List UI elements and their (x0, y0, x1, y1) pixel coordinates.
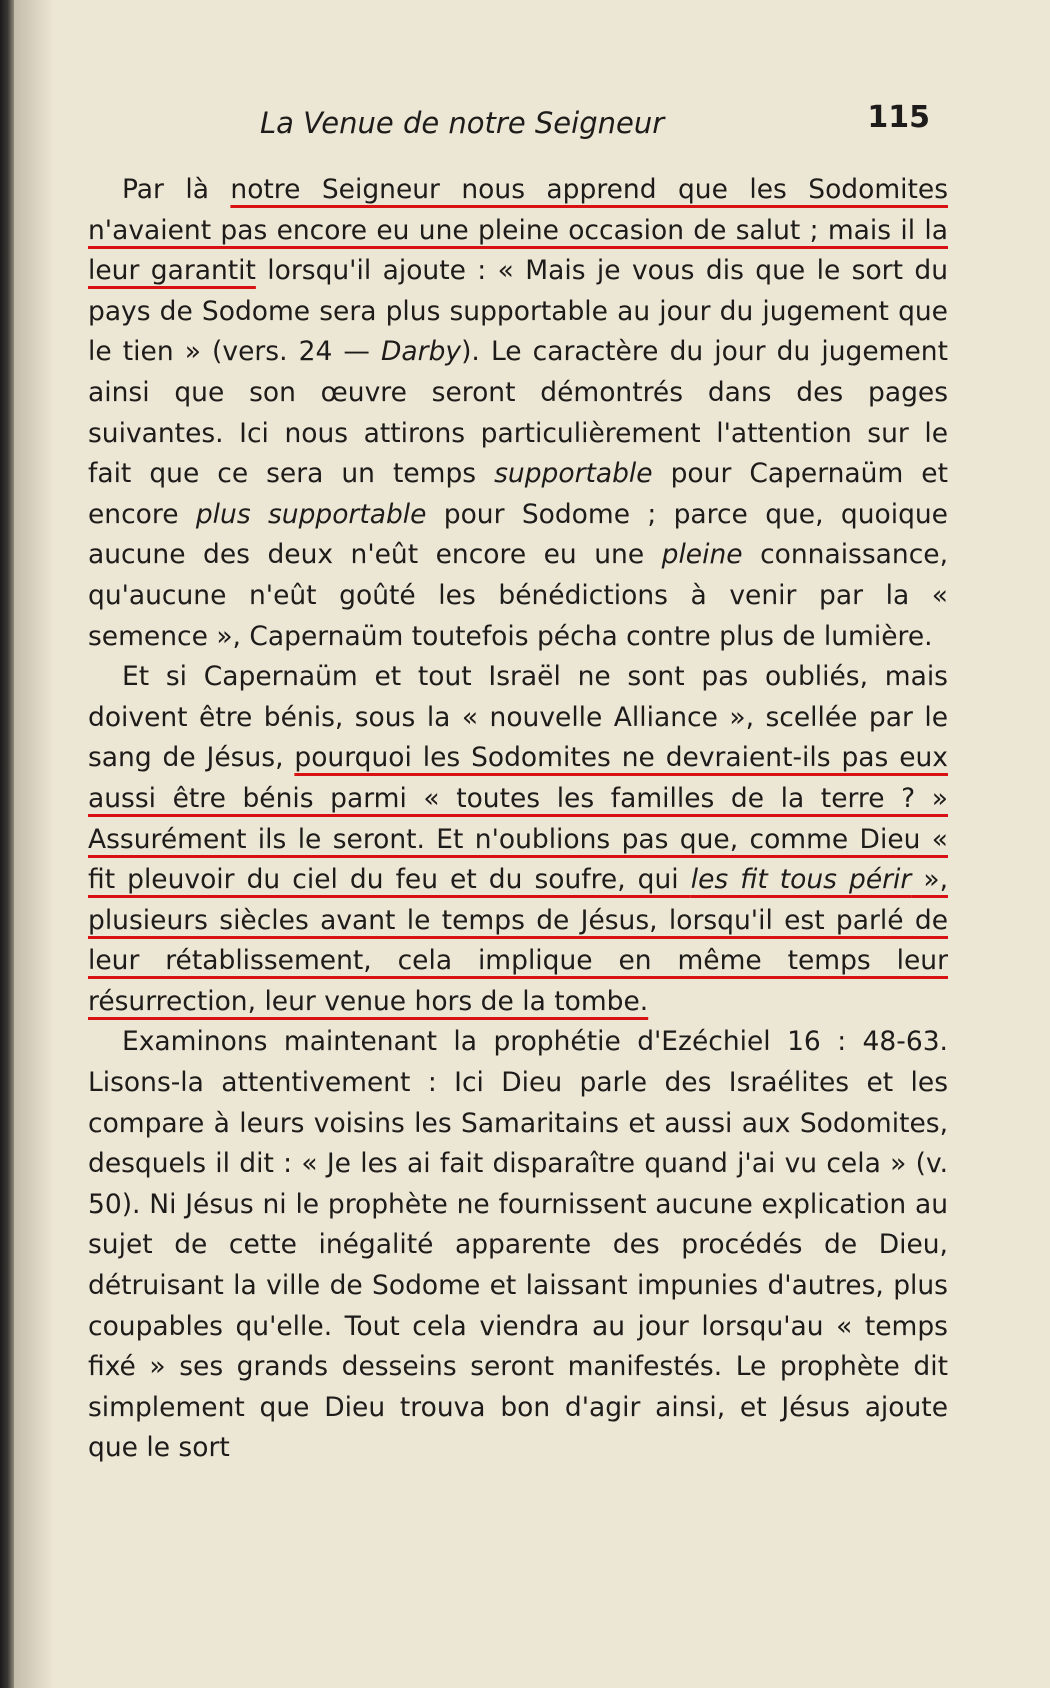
paragraph-2 (88, 657, 948, 1022)
highlighted-text: pourquoi les Sodomites ne devraient-ils pas eux aussi être bénis parmi « toutes les familles de la terre ? » Assurément ils le seront. Et n'oublions pas que, comme Dieu « fit pleuvoir du ciel du feu et du soufre, qui (88, 742, 948, 896)
italic-text: plus supportable (195, 498, 427, 530)
running-title: La Venue de notre Seigneur (260, 106, 665, 140)
page-number: 115 (867, 100, 930, 135)
italic-text: pleine (661, 539, 743, 571)
text-segment: connaissance, qu'aucune n'eût goûté les bénédictions à venir par la « semence », Capernaüm toutefois pécha contre plus de lumière. (88, 539, 949, 652)
body-text (88, 170, 948, 1469)
page-header (260, 100, 930, 148)
highlighted-text: », plusieurs siècles avant le temps de Jésus, lorsqu'il est parlé de leur rétablissement, cela implique en même temps leur résurrection, leur venue hors de la tombe. (88, 864, 948, 1017)
italic-text: Darby (381, 336, 462, 368)
text-segment: pour Sodome ; parce que, quoique aucune des deux n'eût encore eu une (88, 498, 948, 571)
paragraph-1 (88, 170, 948, 657)
paragraph-3 (88, 1022, 948, 1469)
text-segment: Examinons maintenant la prophétie d'Ezéchiel 16 : 48-63. Lisons-la attentivement : Ici Dieu parle des Israélites et les compare à leurs voisins les Samaritains et aussi aux Sodomites, desquels il dit : « Je les ai fait disparaître quand j'ai vu cela » (v. 50). Ni Jésus ni le prophète ne fournissent aucune explication au sujet de cette inégalité apparente des procédés de Dieu, détruisant la ville de Sodome et laissant impunies d'autres, plus coupables qu'elle. Tout cela viendra au jour lorsqu'au « temps fixé » ses grands desseins seront manifestés. Le prophète dit simplement que Dieu trouva bon d'agir ainsi, et Jésus ajoute que le sort (88, 1026, 948, 1464)
text-segment: Et si Capernaüm et tout Israël ne sont pas oubliés, mais doivent être bénis, sous la « nouvelle Alliance », scellée par le sang de Jésus, (88, 661, 948, 774)
text-segment: lorsqu'il ajoute : « Mais je vous dis que le sort du pays de Sodome sera plus supportable au jour du jugement que le tien » (vers. 24 — (88, 255, 948, 368)
italic-text: supportable (494, 458, 653, 490)
text-segment: pour Capernaüm et encore (88, 458, 948, 530)
highlighted-italic-text: les fit tous périr (690, 864, 912, 896)
text-segment: ). Le caractère du jour du jugement ainsi que son œuvre seront démontrés dans des pages suivantes. Ici nous attirons particulièrement l'attention sur le fait que ce sera un temps (88, 336, 948, 490)
highlighted-text: notre Seigneur nous apprend que les Sodomites n'avaient pas encore eu une pleine occasion de salut ; mais il la leur garantit (88, 174, 948, 287)
text-segment: Par là (122, 174, 231, 205)
